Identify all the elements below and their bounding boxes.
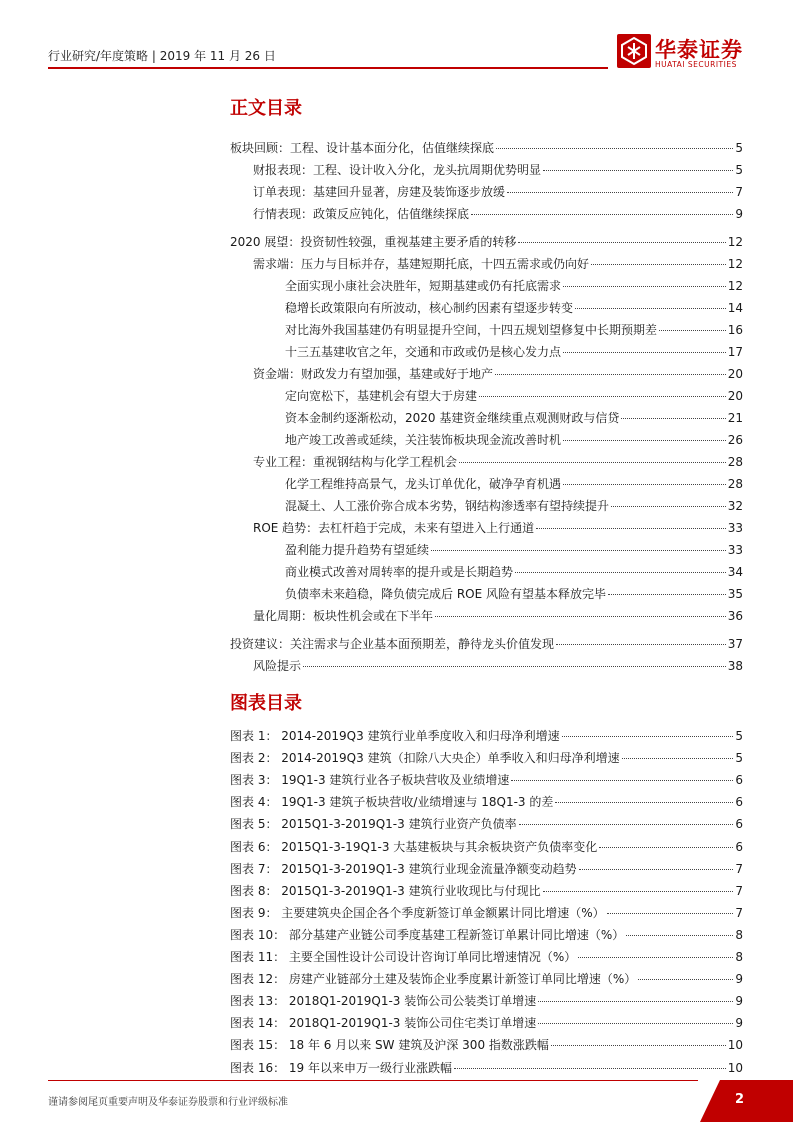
toc-entry-page: 37 xyxy=(727,637,743,651)
toc-entry-page: 6 xyxy=(735,773,743,787)
toc-entry[interactable] xyxy=(230,748,743,768)
toc-leader-dots xyxy=(496,148,733,149)
toc-entry-page: 7 xyxy=(735,884,743,898)
toc-entry-text: 图表 5： 2015Q1-3-2019Q1-3 建筑行业资产负债率 xyxy=(230,817,517,831)
toc-leader-dots xyxy=(515,572,726,573)
toc-entry[interactable] xyxy=(230,991,743,1011)
toc-leader-dots xyxy=(607,913,734,914)
footer-divider xyxy=(48,1080,698,1081)
toc-leader-dots xyxy=(622,758,734,759)
figures-title: 图表目录 xyxy=(230,693,302,714)
toc-entry-text: ROE 趋势：去杠杆趋于完成，未来有望进入上行通道 xyxy=(253,521,535,535)
toc-entry-page: 6 xyxy=(735,840,743,854)
toc-entry[interactable] xyxy=(230,232,743,252)
toc-entry-text: 对比海外我国基建仍有明显提升空间，十四五规划望修复中长期预期差 xyxy=(285,323,658,337)
toc-leader-dots xyxy=(518,242,725,243)
toc-entry[interactable] xyxy=(230,903,743,923)
toc-entry-text: 化学工程维持高景气，龙头订单优化，破净孕育机遇 xyxy=(285,477,562,491)
toc-leader-dots xyxy=(431,550,726,551)
toc-leader-dots xyxy=(519,824,734,825)
toc-entry-page: 9 xyxy=(735,207,743,221)
toc-entry[interactable] xyxy=(285,540,743,560)
toc-leader-dots xyxy=(575,308,726,309)
footer-disclaimer: 谨请参阅尾页重要声明及华泰证券股票和行业评级标准 xyxy=(48,1097,288,1108)
toc-entry-page: 5 xyxy=(735,141,743,155)
toc-entry-text: 资金端：财政发力有望加强，基建或好于地产 xyxy=(253,367,494,381)
toc-entry[interactable] xyxy=(230,770,743,790)
toc-entry-page: 28 xyxy=(727,477,743,491)
toc-entry-page: 16 xyxy=(727,323,743,337)
toc-entry-text: 图表 6： 2015Q1-3-19Q1-3 大基建板块与其余板块资产负债率变化 xyxy=(230,840,598,854)
toc-leader-dots xyxy=(563,440,726,441)
page-number: 2 xyxy=(735,1092,745,1107)
toc-entry-text: 图表 10： 部分基建产业链公司季度基建工程新签订单累计同比增速（%） xyxy=(230,928,625,942)
toc-entry-page: 5 xyxy=(735,729,743,743)
page-badge-icon xyxy=(700,1080,793,1122)
toc-entry[interactable] xyxy=(285,496,743,516)
toc-entry-text: 专业工程：重视钢结构与化学工程机会 xyxy=(253,455,458,469)
toc-entry-page: 26 xyxy=(727,433,743,447)
toc-entry[interactable] xyxy=(285,584,743,604)
toc-entry[interactable] xyxy=(230,634,743,654)
toc-entry-text: 风险提示 xyxy=(253,659,302,673)
toc-entry[interactable] xyxy=(285,562,743,582)
toc-entry-text: 图表 4： 19Q1-3 建筑子板块营收/业绩增速与 18Q1-3 的差 xyxy=(230,795,554,809)
toc-entry[interactable] xyxy=(285,320,743,340)
toc-leader-dots xyxy=(459,462,726,463)
toc-entry-text: 商业模式改善对周转率的提升或是长期趋势 xyxy=(285,565,514,579)
toc-leader-dots xyxy=(479,396,726,397)
toc-entry[interactable] xyxy=(285,342,743,362)
toc-entry[interactable] xyxy=(285,474,743,494)
toc-entry[interactable] xyxy=(230,814,743,834)
toc-entry-text: 图表 13： 2018Q1-2019Q1-3 装饰公司公装类订单增速 xyxy=(230,994,537,1008)
toc-entry-page: 38 xyxy=(727,659,743,673)
toc-entry-page: 10 xyxy=(727,1061,743,1075)
toc-leader-dots xyxy=(551,1045,726,1046)
toc-entry-text: 地产竣工改善或延续，关注装饰板块现金流改善时机 xyxy=(285,433,562,447)
toc-entry-text: 负债率未来趋稳，降负债完成后 ROE 风险有望基本释放完毕 xyxy=(285,587,606,601)
toc-entry[interactable] xyxy=(230,947,743,967)
toc-entry-text: 需求端：压力与目标并存，基建短期托底，十四五需求或仍向好 xyxy=(253,257,590,271)
toc-leader-dots xyxy=(556,644,726,645)
toc-entry[interactable] xyxy=(253,182,743,202)
toc-leader-dots xyxy=(611,506,726,507)
toc-leader-dots xyxy=(659,330,726,331)
toc-entry-text: 图表 3： 19Q1-3 建筑行业各子板块营收及业绩增速 xyxy=(230,773,510,787)
toc-entry[interactable] xyxy=(253,452,743,472)
toc-entry-page: 9 xyxy=(735,1016,743,1030)
toc-entry[interactable] xyxy=(230,1058,743,1078)
toc-entry-page: 20 xyxy=(727,367,743,381)
company-logo xyxy=(617,34,747,68)
toc-entry-page: 8 xyxy=(735,928,743,942)
header-divider xyxy=(48,67,608,69)
toc-entry-page: 8 xyxy=(735,950,743,964)
toc-leader-dots xyxy=(578,957,733,958)
toc-entry-page: 5 xyxy=(735,163,743,177)
toc-entry[interactable] xyxy=(285,430,743,450)
toc-leader-dots xyxy=(555,802,733,803)
toc-entry[interactable] xyxy=(285,276,743,296)
toc-leader-dots xyxy=(495,374,726,375)
toc-entry[interactable] xyxy=(253,606,743,626)
toc-entry-text: 投资建议：关注需求与企业基本面预期差，静待龙头价值发现 xyxy=(230,637,555,651)
toc-entry-page: 12 xyxy=(727,257,743,271)
toc-entry[interactable] xyxy=(253,160,743,180)
toc-leader-dots xyxy=(563,286,726,287)
toc-entry[interactable] xyxy=(230,925,743,945)
toc-entry-text: 图表 14： 2018Q1-2019Q1-3 装饰公司住宅类订单增速 xyxy=(230,1016,537,1030)
toc-leader-dots xyxy=(454,1068,726,1069)
toc-entry-page: 35 xyxy=(727,587,743,601)
toc-entry[interactable] xyxy=(285,386,743,406)
toc-entry-text: 板块回顾：工程、设计基本面分化，估值继续探底 xyxy=(230,141,495,155)
toc-entry-page: 7 xyxy=(735,906,743,920)
huatai-logo-icon xyxy=(617,34,651,68)
toc-entry-text: 图表 8： 2015Q1-3-2019Q1-3 建筑行业收现比与付现比 xyxy=(230,884,541,898)
toc-leader-dots xyxy=(507,192,733,193)
toc-entry-page: 36 xyxy=(727,609,743,623)
toc-entry-text: 十三五基建收官之年，交通和市政或仍是核心发力点 xyxy=(285,345,562,359)
toc-entry-page: 33 xyxy=(727,543,743,557)
header-breadcrumb: 行业研究/年度策略 | 2019 年 11 月 26 日 xyxy=(48,49,276,63)
toc-entry-page: 9 xyxy=(735,994,743,1008)
toc-leader-dots xyxy=(621,418,725,419)
toc-entry-text: 图表 11： 主要全国性设计公司设计咨询订单同比增速情况（%） xyxy=(230,950,577,964)
toc-leader-dots xyxy=(435,616,726,617)
toc-leader-dots xyxy=(538,1023,733,1024)
logo-english-name: HUATAI SECURITIES xyxy=(655,60,737,69)
toc-entry[interactable] xyxy=(230,138,743,158)
toc-leader-dots xyxy=(471,214,733,215)
toc-leader-dots xyxy=(563,352,726,353)
toc-entry-text: 图表 2： 2014-2019Q3 建筑（扣除八大央企）单季收入和归母净利增速 xyxy=(230,751,620,765)
toc-entry-page: 7 xyxy=(735,862,743,876)
toc-entry-page: 7 xyxy=(735,185,743,199)
toc-entry[interactable] xyxy=(253,254,743,274)
toc-leader-dots xyxy=(538,1001,733,1002)
toc-leader-dots xyxy=(638,979,733,980)
toc-entry[interactable] xyxy=(230,837,743,857)
toc-leader-dots xyxy=(543,170,733,171)
toc-entry[interactable] xyxy=(253,364,743,384)
toc-entry-page: 9 xyxy=(735,972,743,986)
toc-entry-page: 14 xyxy=(727,301,743,315)
toc-entry[interactable] xyxy=(230,881,743,901)
toc-entry-page: 17 xyxy=(727,345,743,359)
toc-entry-text: 定向宽松下，基建机会有望大于房建 xyxy=(285,389,478,403)
toc-entry-page: 20 xyxy=(727,389,743,403)
toc-entry-text: 2020 展望：投资韧性较强，重视基建主要矛盾的转移 xyxy=(230,235,517,249)
toc-entry[interactable] xyxy=(253,204,743,224)
toc-entry-text: 图表 1： 2014-2019Q3 建筑行业单季度收入和归母净利增速 xyxy=(230,729,560,743)
toc-entry-page: 12 xyxy=(727,235,743,249)
toc-entry-page: 28 xyxy=(727,455,743,469)
toc-entry[interactable] xyxy=(230,859,743,879)
toc-entry-page: 5 xyxy=(735,751,743,765)
toc-leader-dots xyxy=(599,847,733,848)
toc-entry-page: 33 xyxy=(727,521,743,535)
toc-entry[interactable] xyxy=(230,969,743,989)
toc-entry-page: 21 xyxy=(727,411,743,425)
toc-entry-page: 12 xyxy=(727,279,743,293)
toc-leader-dots xyxy=(563,484,726,485)
toc-leader-dots xyxy=(303,666,726,667)
toc-leader-dots xyxy=(626,935,733,936)
toc-entry-text: 混凝土、人工涨价弥合成本劣势，钢结构渗透率有望持续提升 xyxy=(285,499,610,513)
toc-entry-text: 全面实现小康社会决胜年，短期基建或仍有托底需求 xyxy=(285,279,562,293)
toc-leader-dots xyxy=(543,891,734,892)
toc-entry-text: 稳增长政策限向有所波动，核心制约因素有望逐步转变 xyxy=(285,301,574,315)
toc-entry-text: 图表 15： 18 年 6 月以来 SW 建筑及沪深 300 指数涨跌幅 xyxy=(230,1038,549,1052)
toc-entry[interactable] xyxy=(230,1035,743,1055)
toc-entry[interactable] xyxy=(230,1013,743,1033)
toc-entry-text: 盈利能力提升趋势有望延续 xyxy=(285,543,430,557)
toc-entry[interactable] xyxy=(230,792,743,812)
toc-entry[interactable] xyxy=(253,518,743,538)
toc-entry-page: 10 xyxy=(727,1038,743,1052)
logo-chinese-name: 华泰证券 xyxy=(655,38,743,62)
toc-entry-page: 32 xyxy=(727,499,743,513)
toc-leader-dots xyxy=(511,780,733,781)
toc-entry-page: 6 xyxy=(735,795,743,809)
toc-entry-text: 量化周期：板块性机会或在下半年 xyxy=(253,609,434,623)
toc-entry-text: 图表 9： 主要建筑央企国企各个季度新签订单金额累计同比增速（%） xyxy=(230,906,605,920)
toc-entry[interactable] xyxy=(285,298,743,318)
toc-leader-dots xyxy=(608,594,726,595)
toc-entry-text: 财报表现：工程、设计收入分化，龙头抗周期优势明显 xyxy=(253,163,542,177)
toc-entry-text: 图表 7： 2015Q1-3-2019Q1-3 建筑行业现金流量净额变动趋势 xyxy=(230,862,577,876)
toc-entry-text: 订单表现：基建回升显著，房建及装饰逐步放缓 xyxy=(253,185,506,199)
toc-entry-text: 图表 16： 19 年以来申万一级行业涨跌幅 xyxy=(230,1061,452,1075)
toc-leader-dots xyxy=(562,736,734,737)
toc-entry-page: 6 xyxy=(735,817,743,831)
toc-entry-page: 34 xyxy=(727,565,743,579)
toc-entry[interactable] xyxy=(285,408,743,428)
toc-entry[interactable] xyxy=(253,656,743,676)
toc-entry-text: 行情表现：政策反应钝化，估值继续探底 xyxy=(253,207,470,221)
toc-leader-dots xyxy=(579,869,734,870)
toc-leader-dots xyxy=(591,264,726,265)
toc-entry-text: 图表 12： 房建产业链部分土建及装饰企业季度累计新签订单同比增速（%） xyxy=(230,972,637,986)
toc-title: 正文目录 xyxy=(230,98,302,119)
toc-leader-dots xyxy=(536,528,726,529)
toc-entry[interactable] xyxy=(230,726,743,746)
toc-entry-text: 资本金制约逐渐松动，2020 基建资金继续重点观测财政与信贷 xyxy=(285,411,620,425)
